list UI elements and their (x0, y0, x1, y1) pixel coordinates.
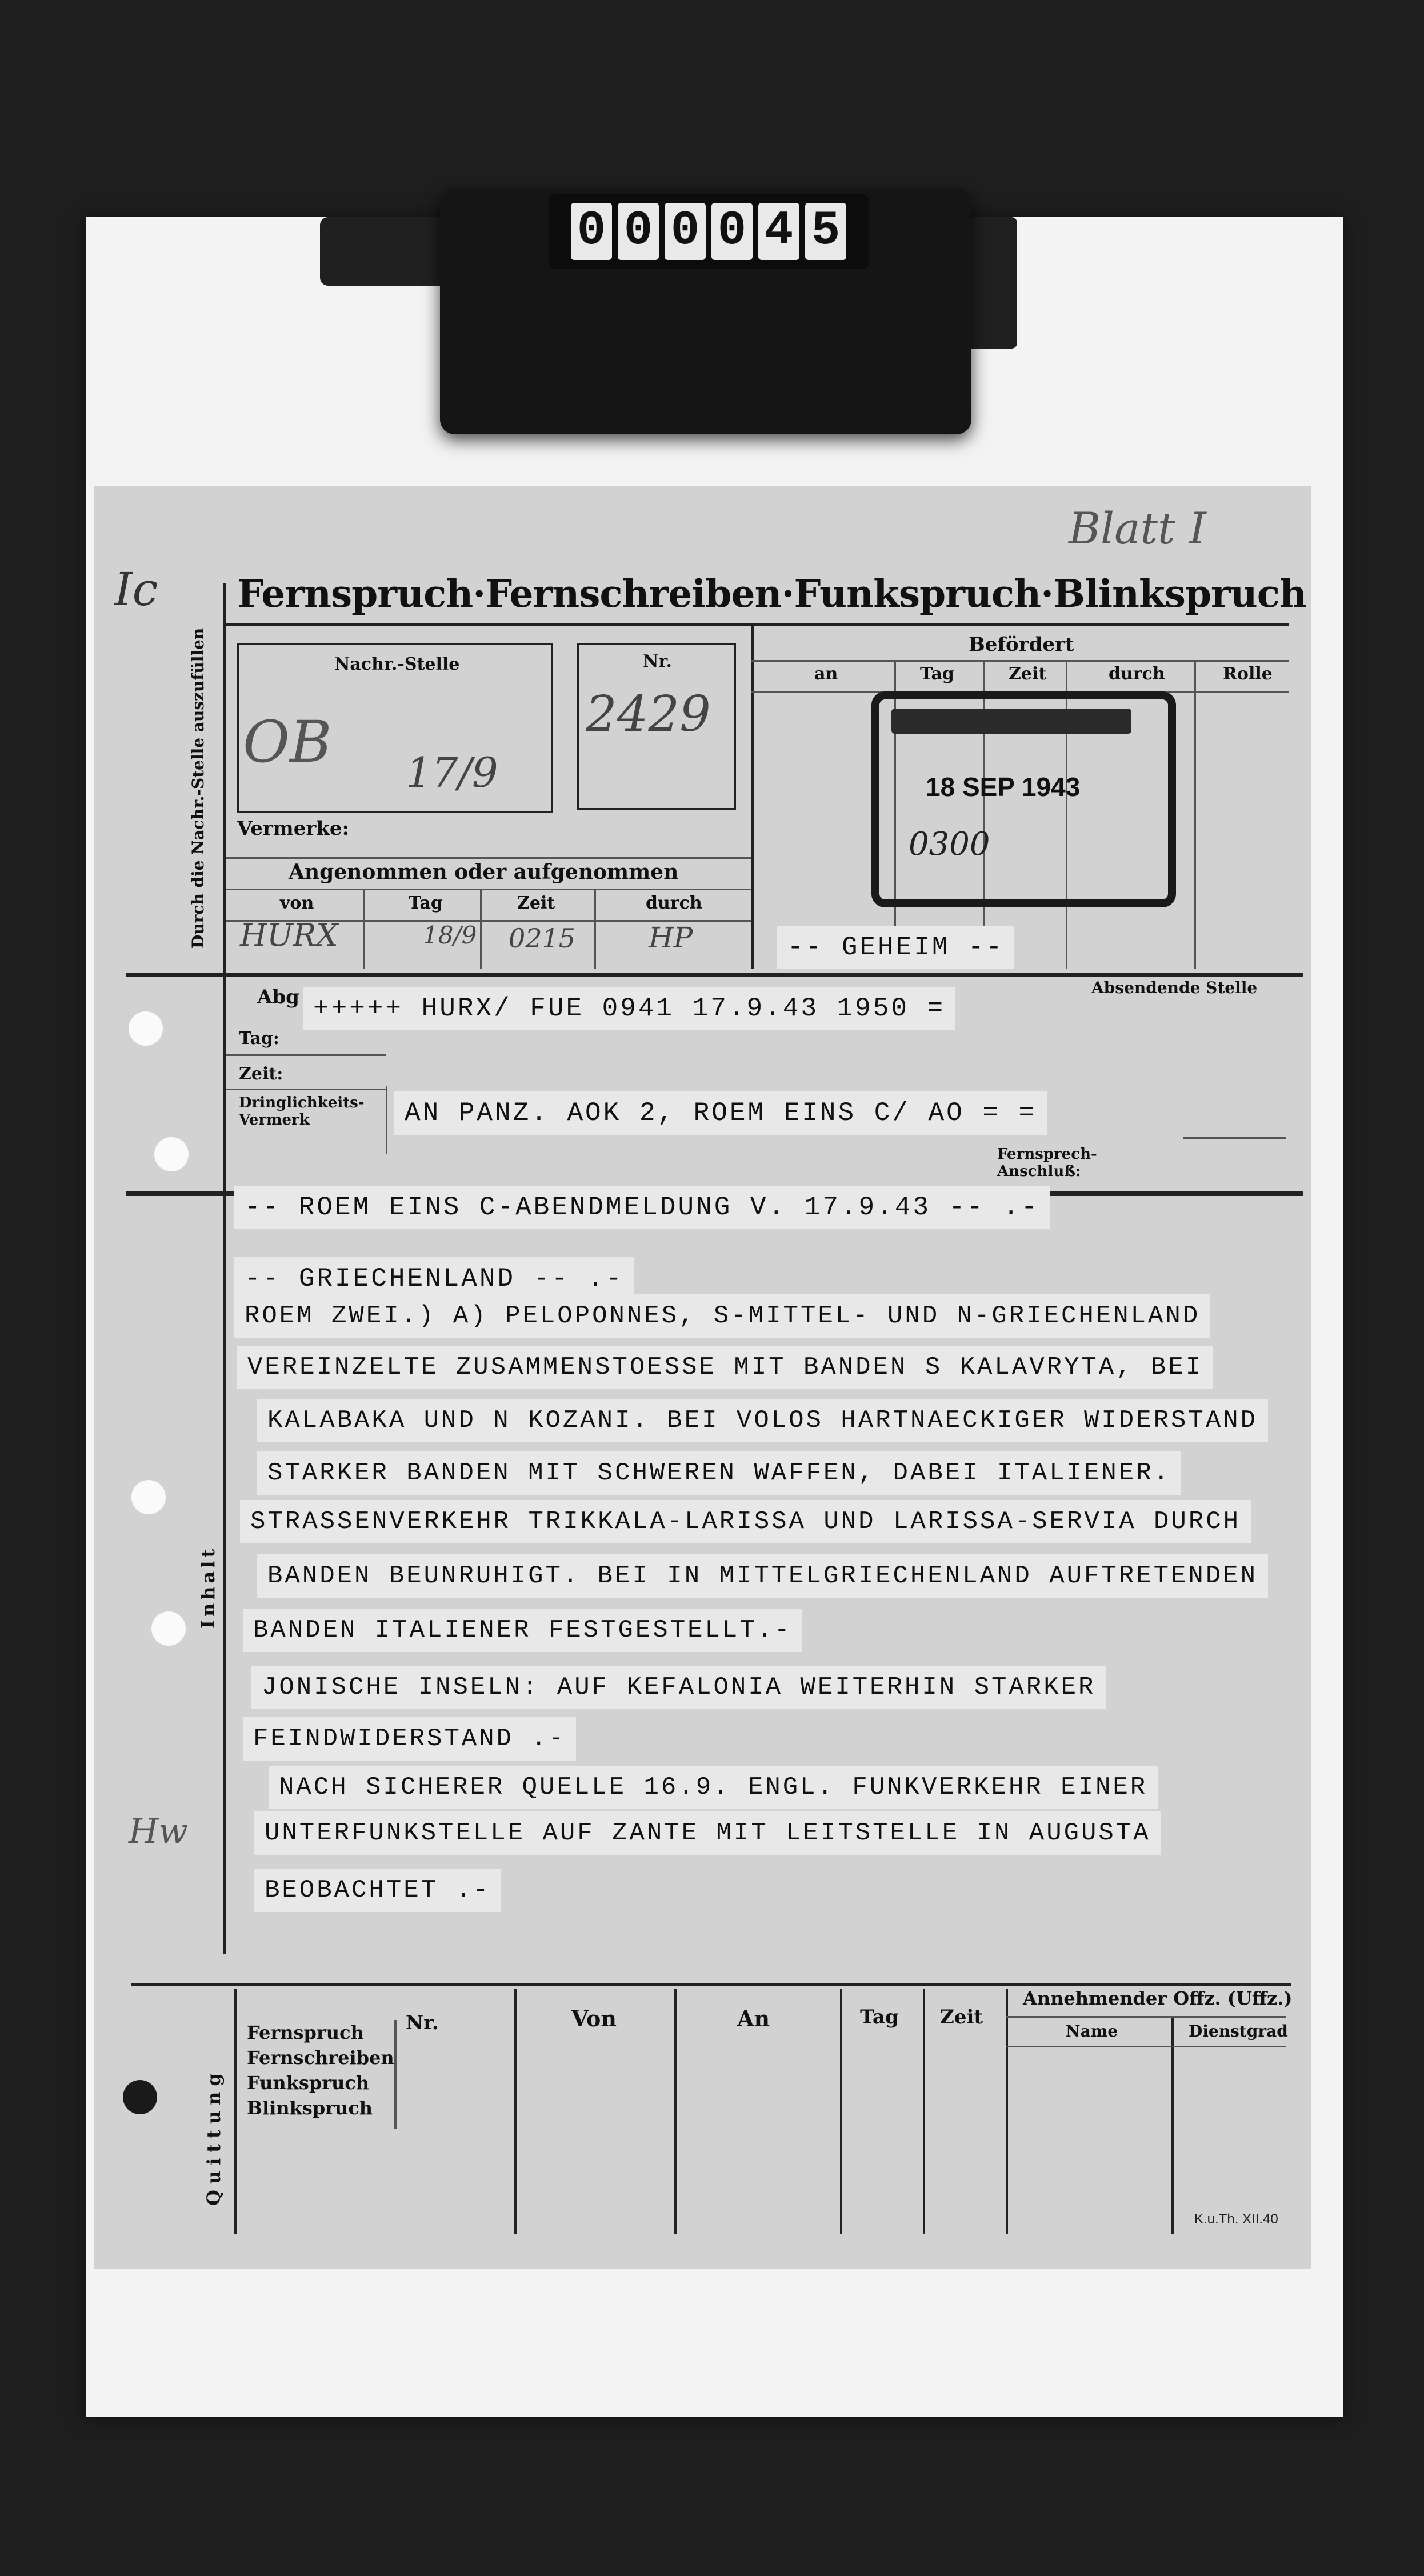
stamp-header-block (891, 709, 1131, 734)
quittung-nr-label: Nr. (406, 2011, 439, 2034)
befoerdert-col-rolle: Rolle (1223, 664, 1273, 684)
quittung-type: Blinkspruch (247, 2097, 373, 2119)
hand-accepted-von: HURX (240, 917, 338, 953)
rule (751, 660, 1289, 662)
rule (1006, 1989, 1008, 2234)
quittung-types (247, 2020, 394, 2121)
message-line: VEREINZELTE ZUSAMMENSTOESSE MIT BANDEN S KALAVRYTA, BEI (237, 1346, 1213, 1389)
rule (363, 889, 365, 969)
rule (923, 1989, 925, 2234)
rule (226, 1054, 386, 1056)
message-header: +++++ HURX/ FUE 0941 17.9.43 1950 = (303, 987, 955, 1030)
hand-nr-value: 2429 (586, 686, 711, 743)
message-line: -- GRIECHENLAND -- .- (234, 1257, 634, 1301)
message-line: ROEM ZWEI.) A) PELOPONNES, S-MITTEL- UND N-GRIECHENLAND (234, 1294, 1210, 1338)
befoerdert-col-an: an (814, 664, 838, 684)
befoerdert-col-tag: Tag (920, 664, 954, 684)
punch-hole (154, 1137, 189, 1171)
rule (126, 973, 1303, 977)
absendende-label: Absendende Stelle (1091, 978, 1258, 997)
message-line: BEOBACHTET .- (254, 1869, 501, 1912)
message-line: STRASSENVERKEHR TRIKKALA-LARISSA UND LARISSA-SERVIA DURCH (240, 1500, 1251, 1543)
abg-label: Abg (257, 986, 299, 1009)
quittung-col-zeit: Zeit (940, 2006, 983, 2029)
rule (226, 889, 751, 890)
dienstgrad-label: Dienstgrad (1189, 2022, 1288, 2041)
message-line: BANDEN BEUNRUHIGT. BEI IN MITTELGRIECHENLAND AUFTRETENDEN (257, 1554, 1268, 1598)
rule (386, 1086, 387, 1154)
stamp-date: 18 SEP 1943 (926, 772, 1081, 802)
counter-digit: 0 (571, 203, 612, 260)
nachr-stelle-label: Nachr.-Stelle (334, 654, 460, 674)
hand-accepted-durch: HP (649, 921, 693, 954)
rule (226, 1089, 386, 1090)
rule (1006, 2046, 1286, 2047)
von-label: von (280, 893, 314, 913)
rule (226, 857, 751, 859)
tag2-label: Tag: (239, 1029, 279, 1049)
message-line: -- ROEM EINS C-ABENDMELDUNG V. 17.9.43 -- .- (234, 1186, 1050, 1229)
counter-digit: 0 (711, 203, 753, 260)
inhalt-label: Inhalt (197, 1545, 219, 1629)
befoerdert-col-durch: durch (1109, 664, 1165, 684)
form-title: Fernspruch·Fernschreiben·Funkspruch·Blinkspruch (237, 571, 1306, 616)
zeit-label: Zeit (517, 893, 555, 913)
quittung-type: Fernschreiben (247, 2047, 394, 2069)
message-line: BANDEN ITALIENER FESTGESTELLT.- (243, 1609, 802, 1652)
punch-hole (129, 1011, 163, 1046)
punch-hole (151, 1611, 186, 1646)
message-line: UNTERFUNKSTELLE AUF ZANTE MIT LEITSTELLE IN AUGUSTA (254, 1811, 1161, 1855)
quittung-type: Fernspruch (247, 2022, 364, 2043)
rule (1194, 660, 1196, 969)
classification: -- GEHEIM -- (777, 926, 1014, 969)
rule (1183, 1137, 1286, 1139)
befoerdert-label: Befördert (969, 633, 1074, 656)
rule (131, 1983, 1291, 1986)
rule (234, 1989, 237, 2234)
counter-digit: 5 (805, 203, 846, 260)
frame-counter (549, 194, 869, 269)
name-label: Name (1066, 2022, 1118, 2041)
counter-clamp-right (966, 217, 1017, 349)
angenommen-label: Angenommen oder aufgenommen (289, 860, 679, 884)
hand-nachr-date: 17/9 (406, 749, 498, 797)
rule (594, 889, 596, 969)
befoerdert-col-zeit: Zeit (1009, 664, 1047, 684)
rule (1171, 2017, 1174, 2234)
punch-hole (123, 2080, 157, 2114)
message-line: FEINDWIDERSTAND .- (243, 1717, 576, 1761)
zeit2-label: Zeit: (239, 1064, 283, 1084)
left-vertical-rule (223, 583, 226, 1954)
rule (514, 1989, 517, 2234)
counter-digit: 0 (665, 203, 706, 260)
sidebar-note: Durch die Nachr.-Stelle auszufüllen (189, 627, 207, 949)
quittung-col-an: An (737, 2006, 770, 2031)
hand-top-right: Blatt I (1069, 503, 1206, 554)
rule (674, 1989, 677, 2234)
rule (394, 2020, 397, 2129)
rule (480, 889, 482, 969)
message-addressee: AN PANZ. AOK 2, ROEM EINS C/ AO = = (394, 1091, 1047, 1135)
hand-stamp-time: 0300 (909, 826, 990, 863)
quittung-col-von: Von (571, 2006, 617, 2031)
counter-digit: 4 (758, 203, 799, 260)
rule (751, 626, 754, 969)
punch-hole (131, 1480, 166, 1514)
hand-left-margin: Ic (114, 563, 158, 616)
hand-nachr-value: OB (243, 709, 332, 775)
counter-clamp-left (320, 217, 457, 286)
title-rule (226, 623, 1289, 626)
durch-label: durch (646, 893, 702, 913)
message-line: KALABAKA UND N KOZANI. BEI VOLOS HARTNAECKIGER WIDERSTAND (257, 1399, 1268, 1442)
rule (840, 1989, 842, 2234)
annehmender-label: Annehmender Offz. (Uffz.) (1023, 1987, 1293, 2009)
message-line: STARKER BANDEN MIT SCHWEREN WAFFEN, DABEI ITALIENER. (257, 1451, 1181, 1495)
rule (1006, 2016, 1286, 2018)
tag-label: Tag (409, 893, 443, 913)
footer-code: K.u.Th. XII.40 (1194, 2211, 1278, 2227)
quittung-col-tag: Tag (860, 2006, 899, 2029)
fernsprech-label: Fernsprech-Anschluß: (997, 1146, 1097, 1180)
hand-accepted-zeit: 0215 (509, 923, 576, 954)
dringlichkeit-label: Dringlichkeits-Vermerk (239, 1094, 365, 1129)
counter-digit: 0 (618, 203, 659, 260)
message-line: JONISCHE INSELN: AUF KEFALONIA WEITERHIN STARKER (251, 1666, 1106, 1709)
quittung-label: Quittung (203, 2067, 225, 2206)
message-line: NACH SICHERER QUELLE 16.9. ENGL. FUNKVERKEHR EINER (269, 1766, 1158, 1809)
hand-margin-mark: Hw (129, 1811, 188, 1851)
quittung-type: Funkspruch (247, 2072, 370, 2094)
nr-label: Nr. (643, 651, 672, 671)
vermerke-label: Vermerke: (237, 817, 350, 840)
hand-accepted-tag: 18/9 (423, 921, 477, 949)
